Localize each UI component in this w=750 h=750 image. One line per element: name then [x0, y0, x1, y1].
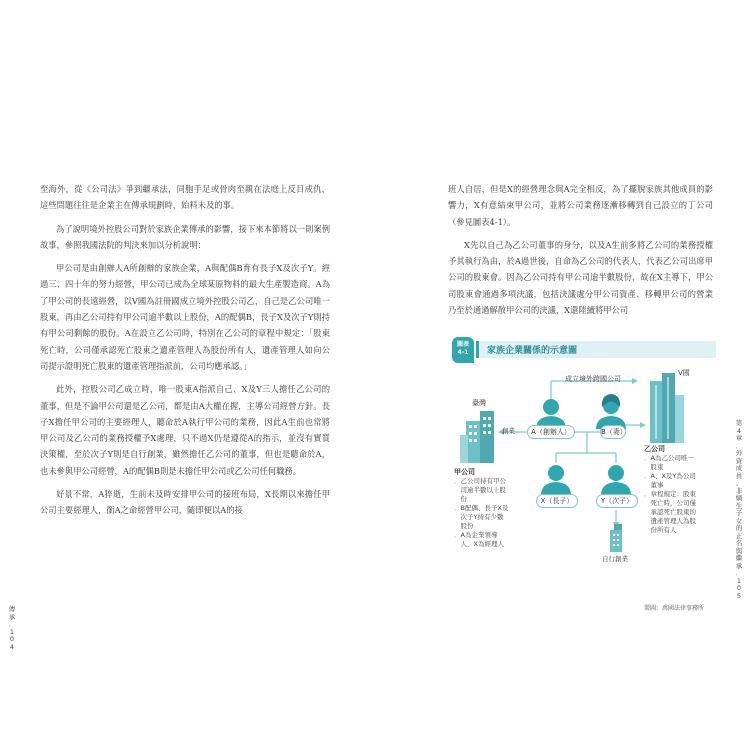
- folio-char: 傳: [8, 605, 16, 613]
- paragraph: 甲公司是由創辦人A所創辦的家族企業，A與配偶B育有長子X及次子Y。經過三、四十年的努力經營，甲公司已成為全球某原物料的最大生產製造商。A為了甲公司的長遠經營，以V國為註冊國成立境外控股公司乙，自己是乙公司唯一股東，再由乙公司持有甲公司逾半數以上股份，A的配偶B，長子X及次子Y則持有甲公司剩餘的股份。A在設立乙公司時，特別在乙公司的章程中規定：「股東死亡時，公司僅承認死亡股東之遺產管理人為股份所有人，遺產管理人如向公司提示證明死亡股東的遺產管理指派前，公司均應承認。」: [40, 263, 330, 371]
- figure-body: [452, 365, 717, 613]
- company-jia-building-icon: [460, 411, 494, 463]
- person-x-icon: [541, 465, 571, 495]
- folio-char: 1: [736, 576, 742, 585]
- note-line: 承認死亡股東的: [644, 508, 696, 516]
- founding-label: 創業: [502, 427, 515, 435]
- taiwan-label: 臺灣: [472, 399, 486, 407]
- folio-char: 成: [735, 464, 743, 472]
- folio-char: 第: [735, 419, 743, 427]
- figure-title: 家族企業關係的示意圖: [487, 346, 578, 356]
- figure-source: 製圖：萬國法律事務所: [644, 605, 705, 612]
- note-line: ．A為乙公司唯一: [644, 454, 694, 462]
- node-b-label: B（妻）: [601, 428, 627, 436]
- paragraph: 至海外，從《公司法》爭到繼承法，同胞手足或骨肉至親在法庭上反目成仇，這些問題往往是企業主在傳承規劃時，始料未及的事。: [40, 184, 330, 211]
- note-line: 董事: [644, 481, 664, 489]
- folio-char: ．: [735, 569, 743, 577]
- folio-char: 1: [9, 627, 15, 636]
- company-yi-notes: [644, 445, 696, 535]
- note-line: ．A、X及Y為公司: [644, 472, 696, 480]
- figure-4-1: [452, 337, 717, 613]
- folio-char: 5: [736, 591, 742, 600]
- folio-char: 承: [735, 561, 743, 570]
- person-b-icon: [596, 394, 626, 429]
- folio-char: 4: [9, 642, 15, 651]
- folio-char: 員: [735, 471, 743, 480]
- node-x: [536, 494, 578, 508]
- folio-char: 章: [735, 434, 743, 442]
- node-y: [596, 494, 638, 508]
- folio-left: [7, 606, 17, 651]
- folio-char: 的: [735, 524, 743, 532]
- folio-char: 0: [736, 584, 742, 592]
- note-line: 遺產管理人為股: [644, 517, 696, 525]
- node-b: [600, 425, 626, 439]
- company-jia-notes: [454, 468, 508, 549]
- folio-char: 繼: [735, 554, 743, 562]
- note-line: 次子Y持有少數: [454, 513, 504, 521]
- folio-char: 4: [736, 426, 742, 435]
- folio-char: 子: [735, 509, 743, 517]
- folio-char: ．: [735, 441, 743, 450]
- note-line: ．A為企業領導: [454, 531, 498, 539]
- paragraph: X先以自己為乙公司董事的身分，以及A生前多將乙公司的業務授權予其執行為由，於A過世後，自命為乙公司的代表人，代表乙公司出席甲公司的股東會。因為乙公司持有甲公司逾半數股份，故在X主導下，甲公司股東會通過多項決議，包括決議處分甲公司資產、移轉甲公司的營業乃至於通過解散甲公司的決議，X還陸續將甲公司: [448, 239, 713, 316]
- folio-char: 生: [735, 501, 743, 510]
- paragraph: 班人自居，但是X的經營理念與A完全相反，為了擺脫家族其他成員的影響力，X有意結束甲公司，並將公司業務逐漸移轉到自己設立的丁公司（參見圖表4-1）。: [448, 184, 713, 227]
- note-line: 份: [454, 495, 467, 503]
- note-line: 份所有人: [644, 526, 677, 534]
- folio-char: 承: [8, 612, 16, 621]
- note-line: ．章程規定：股東: [644, 490, 696, 498]
- person-y-icon: [601, 465, 631, 495]
- note-line: 股份: [454, 522, 474, 530]
- node-a: [527, 425, 575, 439]
- note-line: ．B配偶、長子X及: [454, 504, 509, 512]
- arrow-head: [640, 422, 646, 428]
- note-line: ．乙公司持有甲公: [454, 477, 506, 485]
- figure-badge: [452, 337, 474, 363]
- node-a-label: A（創辦人）: [531, 428, 571, 436]
- paragraph: 為了說明境外控股公司對於家族企業傳承的影響，接下來本節將以一則案例故事，參照我國法院的判決來加以分析說明：: [40, 223, 330, 250]
- note-line: 死亡時，公司僅: [644, 499, 696, 507]
- folio-char: 女: [735, 516, 743, 525]
- right-page: [448, 181, 748, 325]
- figure-header: [452, 337, 717, 365]
- note-line: 司逾半數以上股: [454, 486, 506, 494]
- folio-char: 嫡: [735, 494, 743, 502]
- node-y-label: Y（次子）: [600, 497, 634, 505]
- folio-right: [732, 420, 746, 600]
- paragraph: 好景不常，A猝逝，生前未及時安排甲公司的接班布局，X長期以來擔任甲公司主要經理人，銜A之命經營甲公司，隨即便以A的接: [40, 489, 330, 516]
- badge-label: 圖表: [456, 341, 469, 348]
- folio-char: 外: [735, 449, 743, 457]
- v-country-label: V國: [678, 369, 690, 377]
- folio-char: 、: [735, 479, 743, 487]
- paragraph: 此外，控股公司乙成立時，唯一股東A指派自己、X及Y三人擔任乙公司的董事，但是不論甲公司還是乙公司，都是由A大權在握，主導公司經營方針。長子X擔任甲公司的主要經理人，聽命於A執行甲公司的業務，因此A生前也常將甲公司及乙公司的業務授權予X處理，只不過X仍是遵從A的指示，並沒有實質決策權，至於次子Y則是自行創業，雖然擔任乙公司的董事，但也是聽命於A，也未參與甲公司經營，A的配偶B則是未擔任甲公司或乙公司任何職務。: [40, 384, 330, 476]
- left-page: [40, 181, 340, 526]
- folio-char: 與: [735, 546, 743, 555]
- node-x-label: X（長子）: [540, 497, 574, 505]
- offshore-label: 成立境外跨國公司: [565, 375, 621, 383]
- company-jia-name: 甲公司: [454, 468, 475, 476]
- folio-char: 資: [735, 456, 743, 465]
- folio-char: 非: [735, 486, 743, 495]
- note-line: 股東: [644, 463, 664, 471]
- company-yi-building-icon: [650, 373, 684, 443]
- figure-title-bar: [476, 341, 716, 358]
- folio-char: 名: [735, 539, 743, 547]
- arrow-head: [632, 378, 638, 384]
- folio-char: 0: [9, 635, 15, 643]
- company-yi-name: 乙公司: [644, 445, 665, 453]
- folio-char: ．: [8, 620, 16, 628]
- badge-number: 4-1: [457, 349, 469, 356]
- note-line: 人，X為經理人: [454, 540, 504, 548]
- folio-char: 正: [735, 531, 743, 540]
- self-venture-building-icon: [610, 524, 622, 552]
- self-venture-label: 自行創業: [602, 555, 628, 563]
